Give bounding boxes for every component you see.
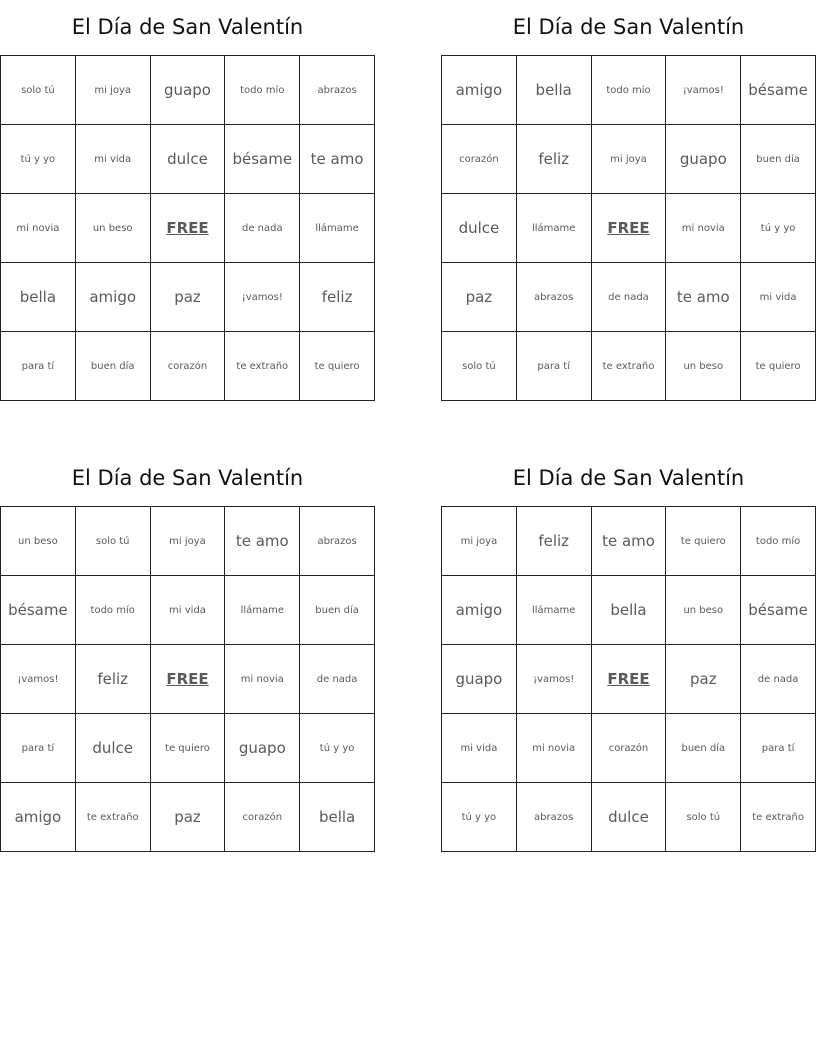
bingo-cell: todo mío [75, 576, 150, 645]
bingo-cell: bella [300, 783, 375, 852]
bingo-cell: mi vida [442, 714, 517, 783]
grid-row [1, 194, 375, 263]
bingo-cell: buen día [300, 576, 375, 645]
bingo-cell: feliz [300, 263, 375, 332]
grid-row [1, 56, 375, 125]
bingo-cell: guapo [150, 56, 225, 125]
grid-row [1, 507, 375, 576]
bingo-cell: corazón [591, 714, 666, 783]
bingo-cell: paz [150, 263, 225, 332]
bingo-cell: guapo [442, 645, 517, 714]
bingo-cell: bésame [225, 125, 300, 194]
card-title: El Día de San Valentín [512, 15, 745, 39]
bingo-cell: te amo [225, 507, 300, 576]
bingo-cell: abrazos [516, 263, 591, 332]
bingo-cell: amigo [1, 783, 76, 852]
grid-row [442, 194, 816, 263]
bingo-cell: abrazos [516, 783, 591, 852]
bingo-cell: corazón [442, 125, 517, 194]
bingo-cell: te amo [300, 125, 375, 194]
bingo-cell: mi novia [666, 194, 741, 263]
bingo-cell: dulce [442, 194, 517, 263]
bingo-cell: te extraño [591, 332, 666, 401]
bingo-cell: todo mío [741, 507, 816, 576]
bingo-cell: corazón [150, 332, 225, 401]
bingo-cell: te amo [591, 507, 666, 576]
bingo-grid [441, 506, 816, 852]
bingo-cell: abrazos [300, 56, 375, 125]
bingo-cell: todo mío [225, 56, 300, 125]
bingo-cell: buen día [741, 125, 816, 194]
bingo-cell: ¡vamos! [1, 645, 76, 714]
bingo-cell: para tí [1, 714, 76, 783]
bingo-cell: paz [666, 645, 741, 714]
grid-row [442, 576, 816, 645]
bingo-cell: un beso [1, 507, 76, 576]
bingo-cell: te extraño [225, 332, 300, 401]
bingo-cell: todo mío [591, 56, 666, 125]
bingo-card-2 [441, 0, 816, 401]
bingo-cell: dulce [150, 125, 225, 194]
bingo-cell: solo tú [1, 56, 76, 125]
bingo-cell: feliz [75, 645, 150, 714]
grid-row [1, 645, 375, 714]
bingo-cell: ¡vamos! [516, 645, 591, 714]
bingo-cell: tú y yo [442, 783, 517, 852]
bingo-card-4 [441, 451, 816, 852]
card-title: El Día de San Valentín [512, 466, 745, 490]
bingo-cell: abrazos [300, 507, 375, 576]
bingo-cell: bésame [741, 576, 816, 645]
bingo-cell: de nada [225, 194, 300, 263]
grid-row [442, 783, 816, 852]
grid-row [442, 263, 816, 332]
bingo-cell: bella [591, 576, 666, 645]
bingo-grid [0, 506, 375, 852]
bingo-cell: mi joya [442, 507, 517, 576]
bingo-grid [441, 55, 816, 401]
bingo-cell: te quiero [741, 332, 816, 401]
bingo-cell: guapo [225, 714, 300, 783]
bingo-cell: llámame [516, 194, 591, 263]
bingo-cell: tú y yo [1, 125, 76, 194]
bingo-cell: llámame [516, 576, 591, 645]
bingo-cell: mi joya [75, 56, 150, 125]
grid-row [442, 56, 816, 125]
bingo-cell: feliz [516, 507, 591, 576]
grid-row [442, 645, 816, 714]
free-space-cell: FREE [591, 194, 666, 263]
bingo-cell: para tí [1, 332, 76, 401]
bingo-cell: bella [1, 263, 76, 332]
bingo-cell: amigo [442, 56, 517, 125]
bingo-cell: llámame [300, 194, 375, 263]
grid-row [442, 714, 816, 783]
grid-row [442, 332, 816, 401]
bingo-cell: mi novia [516, 714, 591, 783]
bingo-grid [0, 55, 375, 401]
bingo-cell: te extraño [75, 783, 150, 852]
bingo-cell: amigo [442, 576, 517, 645]
bingo-cell: mi vida [150, 576, 225, 645]
grid-row [1, 783, 375, 852]
bingo-cell: tú y yo [300, 714, 375, 783]
bingo-cell: mi joya [591, 125, 666, 194]
bingo-cell: dulce [591, 783, 666, 852]
bingo-card-1 [0, 0, 375, 401]
grid-row [1, 263, 375, 332]
bingo-cell: te quiero [666, 507, 741, 576]
bingo-cell: buen día [75, 332, 150, 401]
bingo-cell: solo tú [666, 783, 741, 852]
bingo-cell: guapo [666, 125, 741, 194]
bingo-cell: paz [150, 783, 225, 852]
bingo-card-3 [0, 451, 375, 852]
bingo-cell: de nada [591, 263, 666, 332]
bingo-cell: amigo [75, 263, 150, 332]
bingo-cell: de nada [300, 645, 375, 714]
bingo-cell: bésame [1, 576, 76, 645]
bingo-cell: te quiero [150, 714, 225, 783]
bingo-cell: un beso [666, 332, 741, 401]
grid-row [1, 714, 375, 783]
bingo-cell: mi joya [150, 507, 225, 576]
bingo-cell: te quiero [300, 332, 375, 401]
bingo-cell: te amo [666, 263, 741, 332]
bingo-cell: mi vida [741, 263, 816, 332]
grid-row [442, 125, 816, 194]
bingo-cell: bella [516, 56, 591, 125]
grid-row [1, 576, 375, 645]
bingo-cell: para tí [741, 714, 816, 783]
bingo-cell: bésame [741, 56, 816, 125]
bingo-cell: buen día [666, 714, 741, 783]
bingo-cell: paz [442, 263, 517, 332]
bingo-cell: feliz [516, 125, 591, 194]
bingo-cell: llámame [225, 576, 300, 645]
bingo-cell: mi novia [225, 645, 300, 714]
free-space-cell: FREE [591, 645, 666, 714]
bingo-cell: de nada [741, 645, 816, 714]
bingo-cell: corazón [225, 783, 300, 852]
free-space-cell: FREE [150, 194, 225, 263]
bingo-cell: para tí [516, 332, 591, 401]
bingo-cell: tú y yo [741, 194, 816, 263]
bingo-cell: un beso [666, 576, 741, 645]
bingo-cell: solo tú [75, 507, 150, 576]
bingo-cell: mi vida [75, 125, 150, 194]
grid-row [1, 125, 375, 194]
bingo-cell: te extraño [741, 783, 816, 852]
bingo-cell: ¡vamos! [666, 56, 741, 125]
card-title: El Día de San Valentín [71, 466, 304, 490]
bingo-cell: un beso [75, 194, 150, 263]
bingo-cell: solo tú [442, 332, 517, 401]
grid-row [1, 332, 375, 401]
card-title: El Día de San Valentín [71, 15, 304, 39]
bingo-cell: mi novia [1, 194, 76, 263]
grid-row [442, 507, 816, 576]
bingo-cell: dulce [75, 714, 150, 783]
free-space-cell: FREE [150, 645, 225, 714]
bingo-cell: ¡vamos! [225, 263, 300, 332]
